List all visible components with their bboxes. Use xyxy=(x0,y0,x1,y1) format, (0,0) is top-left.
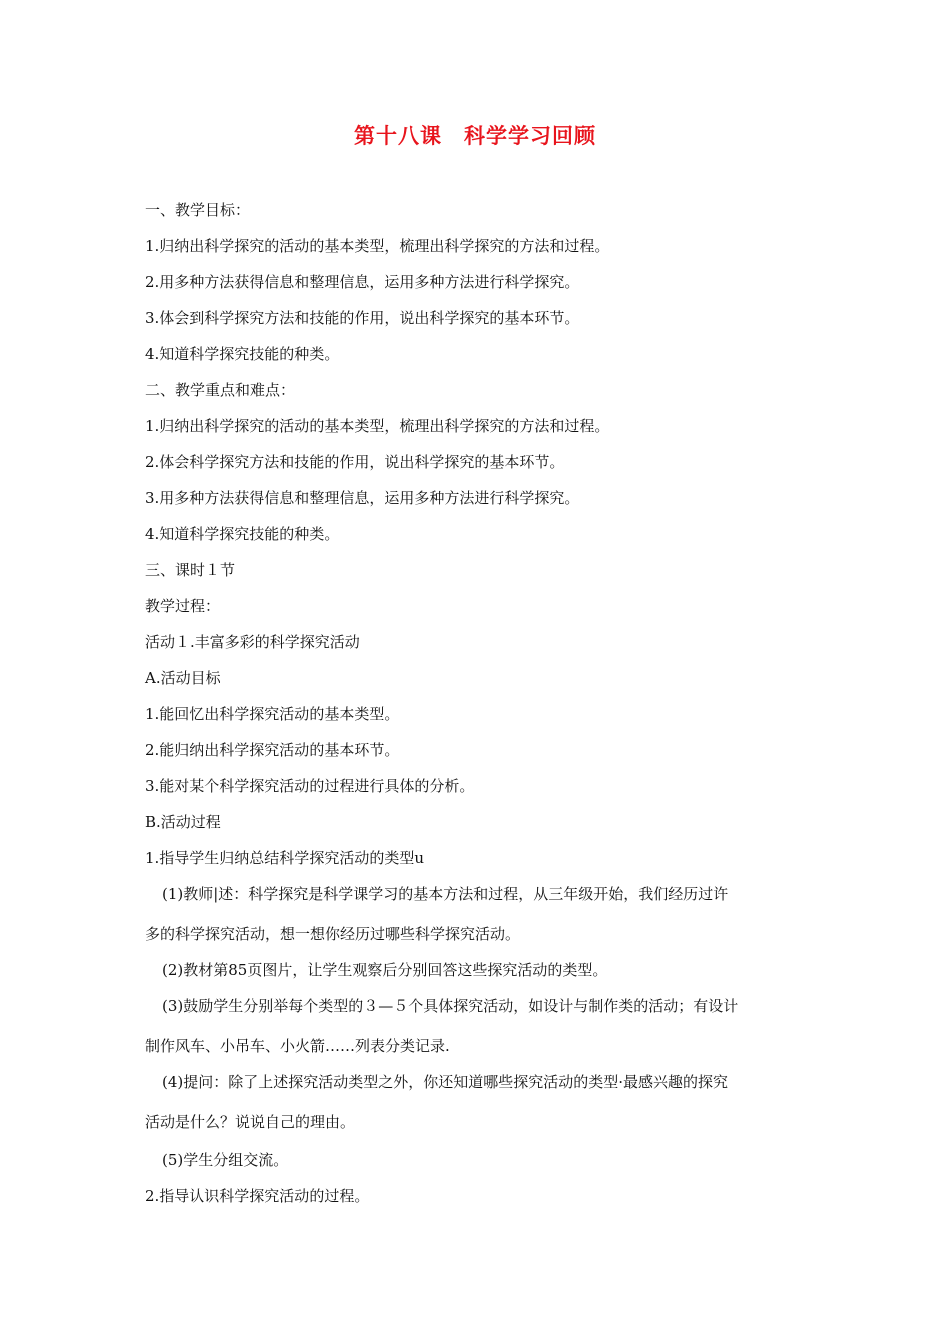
paragraph-line: 多的科学探究活动，想一想你经历过哪些科学探究活动。 xyxy=(145,925,521,943)
subsection-heading: A.活动目标 xyxy=(145,669,221,687)
text-line: 4.知道科学探究技能的种类。 xyxy=(145,525,340,543)
text-line: 2.用多种方法获得信息和整理信息，运用多种方法进行科学探究。 xyxy=(145,273,580,291)
paragraph-line: 活动是什么？说说自己的理由。 xyxy=(145,1113,356,1131)
paragraph-line: (5)学生分组交流。 xyxy=(162,1151,289,1169)
section-heading-objectives: 一、教学目标： xyxy=(145,201,251,219)
text-line: 4.知道科学探究技能的种类。 xyxy=(145,345,340,363)
text-line: 2.指导认识科学探究活动的过程。 xyxy=(145,1187,370,1205)
text-line: 1.归纳出科学探究的活动的基本类型，梳理出科学探究的方法和过程。 xyxy=(145,417,610,435)
text-line: 3.用多种方法获得信息和整理信息，运用多种方法进行科学探究。 xyxy=(145,489,580,507)
page-title: 第十八课 科学学习回顾 xyxy=(354,123,596,148)
section-heading-periods: 三、课时１节 xyxy=(145,561,236,579)
paragraph-line: (3)鼓励学生分别举每个类型的３—５个具体探究活动，如设计与制作类的活动；有设计 xyxy=(162,997,739,1015)
text-line: 1.能回忆出科学探究活动的基本类型。 xyxy=(145,705,400,723)
paragraph-line: (1)教师|述：科学探究是科学课学习的基本方法和过程，从三年级开始，我们经历过许 xyxy=(162,885,729,903)
section-heading-key-points: 二、教学重点和难点： xyxy=(145,381,296,399)
subsection-heading: B.活动过程 xyxy=(145,813,221,831)
paragraph-line: 制作风车、小吊车、小火箭……列表分类记录. xyxy=(145,1037,450,1055)
text-line: 3.能对某个科学探究活动的过程进行具体的分析。 xyxy=(145,777,475,795)
text-line: 3.体会到科学探究方法和技能的作用，说出科学探究的基本环节。 xyxy=(145,309,580,327)
paragraph-line: (2)教材第85页图片，让学生观察后分别回答这些探究活动的类型。 xyxy=(162,961,608,979)
activity-heading: 活动１.丰富多彩的科学探究活动 xyxy=(145,633,360,651)
section-heading-process: 教学过程： xyxy=(145,597,221,615)
text-line: 2.能归纳出科学探究活动的基本环节。 xyxy=(145,741,400,759)
paragraph-line: (4)提问：除了上述探究活动类型之外，你还知道哪些探究活动的类型·最感兴趣的探究 xyxy=(162,1073,729,1091)
text-line: 1.指导学生归纳总结科学探究活动的类型u xyxy=(145,849,424,867)
text-line: 1.归纳出科学探究的活动的基本类型，梳理出科学探究的方法和过程。 xyxy=(145,237,610,255)
text-line: 2.体会科学探究方法和技能的作用，说出科学探究的基本环节。 xyxy=(145,453,565,471)
